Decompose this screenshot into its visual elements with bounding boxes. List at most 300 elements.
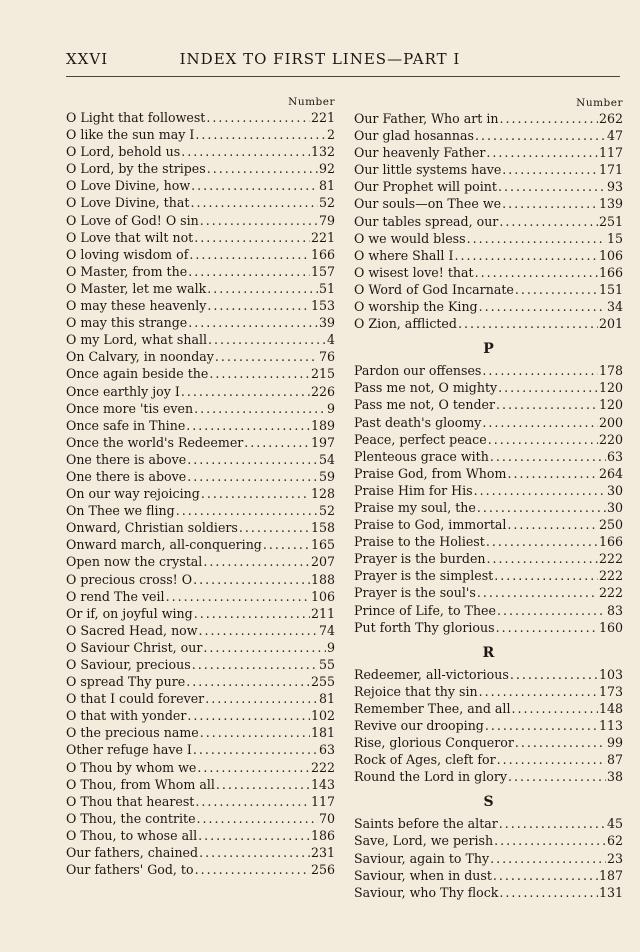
first-line-text: Open now the crystal (66, 554, 203, 570)
index-entry (354, 550, 623, 567)
first-line-text: Revive our drooping (354, 718, 484, 733)
index-entry (66, 622, 335, 639)
hymn-number: 139 (598, 196, 623, 212)
dot-leader (482, 362, 598, 379)
hymn-number: 171 (598, 162, 623, 178)
first-line-text: O rend The veil (66, 588, 165, 604)
hymn-number: 166 (598, 534, 623, 550)
index-entry (66, 280, 335, 297)
index-entry (354, 850, 623, 867)
hymn-number: 117 (598, 145, 623, 161)
hymn-number: 222 (598, 551, 623, 567)
hymn-number: 23 (606, 850, 623, 866)
dot-leader (209, 365, 310, 382)
hymn-number: 39 (318, 315, 335, 331)
first-line-text: O Master, let me walk (66, 280, 207, 296)
dot-leader (194, 229, 310, 246)
dot-leader (515, 734, 606, 751)
hymn-number: 120 (598, 380, 623, 396)
first-line-text: Saviour, who Thy flock (354, 884, 499, 900)
first-line-text: Prayer is the simplest (354, 568, 494, 584)
first-line-text: O may these heavenly (66, 298, 207, 314)
dot-leader (191, 177, 318, 194)
dot-leader (499, 884, 598, 901)
index-entry (354, 499, 623, 516)
hymn-number: 255 (310, 674, 335, 690)
hymn-number: 63 (318, 742, 335, 758)
index-entry (66, 793, 335, 810)
dot-leader (493, 867, 598, 884)
hymn-number: 93 (606, 179, 623, 195)
index-entry (354, 516, 623, 533)
dot-leader (181, 383, 310, 400)
index-entry (354, 482, 623, 499)
index-entry (66, 553, 335, 570)
index-entry (354, 431, 623, 448)
page-title: INDEX TO FIRST LINES—PART I (179, 50, 461, 68)
hymn-number: 30 (606, 499, 623, 515)
index-entry (354, 666, 623, 683)
dot-leader (477, 499, 606, 516)
hymn-number: 63 (606, 448, 623, 464)
dot-leader (474, 482, 606, 499)
hymn-number: 2 (326, 127, 335, 143)
first-line-text: O Thou by whom we (66, 759, 197, 775)
index-entry (66, 639, 335, 656)
dot-leader (193, 741, 318, 758)
number-heading-right: Number (576, 97, 623, 109)
dot-leader (199, 622, 318, 639)
dot-leader (193, 571, 310, 588)
first-line-text: O Thou, the contrite (66, 810, 196, 826)
first-line-text: O that with yonder (66, 708, 187, 724)
first-line-text: Our fathers, chained (66, 845, 199, 861)
index-entry (354, 584, 623, 601)
index-entry (354, 195, 623, 212)
hymn-number: 55 (318, 657, 335, 672)
index-entry (354, 567, 623, 584)
index-entry (66, 724, 335, 741)
index-entry (66, 673, 335, 690)
section-heading-r: R (482, 644, 495, 661)
first-line-text: Pass me not, O mighty (354, 380, 498, 396)
hymn-number: 264 (598, 465, 623, 481)
dot-leader (207, 280, 318, 297)
hymn-number: 221 (310, 110, 335, 125)
hymn-number: 9 (326, 639, 335, 655)
index-entry (66, 434, 335, 451)
hymn-number: 173 (598, 683, 623, 699)
dot-leader (205, 690, 318, 707)
hymn-number: 231 (310, 845, 335, 861)
first-line-text: O my Lord, what shall (66, 332, 208, 348)
dot-leader (200, 724, 310, 741)
index-entry (354, 281, 623, 298)
left-column (66, 96, 335, 878)
dot-leader (187, 707, 310, 724)
dot-leader (203, 639, 326, 656)
dot-leader (458, 315, 598, 332)
first-line-text: Pardon our offenses (354, 363, 482, 379)
first-line-text: O Thou that hearest (66, 793, 195, 809)
first-line-text: Onward march, all-conquering (66, 537, 262, 553)
hymn-number: 79 (318, 212, 335, 228)
index-entry (354, 815, 623, 832)
index-entry (354, 127, 623, 144)
first-line-text: Our tables spread, our (354, 213, 499, 229)
index-entry (66, 741, 335, 758)
index-entry (66, 468, 335, 485)
first-line-text: Remember Thee, and all (354, 700, 511, 716)
first-line-text: O Love of God! O sin (66, 212, 199, 228)
index-entry (354, 884, 623, 901)
index-entry (66, 861, 335, 878)
hymn-number: 15 (606, 230, 623, 246)
first-line-text: O Word of God Incarnate (354, 281, 514, 297)
dot-leader (511, 700, 597, 717)
index-entry (66, 605, 335, 622)
dot-leader (207, 160, 318, 177)
index-entry (66, 827, 335, 844)
hymn-number: 250 (598, 517, 623, 533)
dot-leader (197, 810, 318, 827)
index-entry (66, 177, 335, 194)
p-entry-list (354, 362, 623, 636)
dot-leader (215, 348, 318, 365)
dot-leader (507, 516, 598, 533)
first-line-text: Our souls—on Thee we (354, 196, 502, 212)
first-line-text: Plenteous grace with (354, 448, 489, 464)
first-line-text: O may this strange (66, 315, 188, 331)
first-line-text: Our heavenly Father (354, 145, 486, 161)
index-entry (66, 348, 335, 365)
first-line-text: Our glad hosannas (354, 128, 474, 144)
dot-leader (244, 434, 310, 451)
first-line-text: Praise to the Holiest (354, 534, 485, 550)
hymn-number: 106 (598, 247, 623, 263)
dot-leader (198, 827, 310, 844)
right-column (354, 97, 623, 901)
first-line-text: Praise Him for His (354, 482, 473, 498)
hymn-number: 132 (310, 144, 335, 160)
header-rule (66, 76, 620, 77)
hymn-number: 81 (318, 178, 335, 194)
hymn-number: 160 (598, 619, 623, 635)
first-line-text: Peace, perfect peace (354, 431, 487, 447)
dot-leader (186, 673, 310, 690)
dot-leader (187, 468, 318, 485)
dot-leader (486, 533, 598, 550)
index-entry (66, 844, 335, 861)
hymn-number: 51 (318, 280, 335, 296)
hymn-number: 226 (310, 383, 335, 399)
dot-leader (208, 331, 326, 348)
dot-leader (200, 212, 318, 229)
hymn-number: 221 (310, 229, 335, 245)
dot-leader (206, 109, 310, 126)
index-entry (66, 229, 335, 246)
number-heading-left: Number (288, 96, 335, 108)
dot-leader (186, 417, 310, 434)
dot-leader (189, 246, 310, 263)
hymn-number: 187 (598, 867, 623, 883)
first-line-text: Or if, on joyful wing (66, 605, 193, 621)
dot-leader (515, 281, 598, 298)
first-line-text: Rejoice that thy sin (354, 683, 478, 699)
first-line-text: O Zion, afflicted (354, 316, 457, 332)
dot-leader (187, 451, 318, 468)
index-entry (66, 331, 335, 348)
index-entry (354, 315, 623, 332)
dot-leader (494, 832, 606, 849)
dot-leader (195, 861, 310, 878)
dot-leader (485, 717, 598, 734)
first-line-text: Our fathers' God, to (66, 862, 194, 878)
index-entry (354, 213, 623, 230)
dot-leader (487, 550, 598, 567)
first-line-text: O where Shall I (354, 247, 454, 263)
hymn-number: 62 (606, 833, 623, 849)
hymn-number: 131 (598, 884, 623, 900)
index-entry (66, 263, 335, 280)
first-line-text: Our Father, Who art in (354, 111, 499, 126)
first-line-text: Our little systems have (354, 162, 502, 178)
index-entry (66, 588, 335, 605)
first-line-text: O the precious name (66, 725, 199, 741)
dot-leader (500, 110, 598, 127)
dot-leader (479, 298, 606, 315)
dot-leader (496, 396, 598, 413)
first-line-text: Put forth Thy glorious (354, 619, 495, 635)
dot-leader (497, 751, 606, 768)
hymn-number: 157 (310, 263, 335, 279)
index-entry (66, 759, 335, 776)
dot-leader (498, 379, 598, 396)
index-entry (66, 656, 335, 673)
hymn-number: 148 (598, 700, 623, 716)
hymn-number: 262 (598, 111, 623, 126)
first-line-text: Praise God, from Whom (354, 465, 507, 481)
first-line-text: O spread Thy pure (66, 674, 186, 690)
index-entry (354, 298, 623, 315)
first-line-text: O Love Divine, that (66, 195, 190, 211)
hymn-number: 200 (598, 414, 623, 430)
left-entry-list (66, 109, 335, 878)
hymn-number: 186 (310, 827, 335, 843)
hymn-number: 128 (310, 486, 335, 502)
index-entry (354, 717, 623, 734)
dot-leader (510, 666, 598, 683)
index-entry (66, 246, 335, 263)
r-entry-list (354, 666, 623, 786)
hymn-number: 76 (318, 349, 335, 365)
index-entry (354, 414, 623, 431)
first-line-text: O Lord, by the stripes (66, 161, 206, 177)
first-line-text: O Love Divine, how (66, 178, 191, 194)
index-entry (354, 683, 623, 700)
dot-leader (508, 768, 606, 785)
dot-leader (482, 414, 598, 431)
hymn-number: 181 (310, 725, 335, 741)
dot-leader (507, 465, 598, 482)
index-entry (66, 417, 335, 434)
dot-leader (502, 161, 598, 178)
first-line-text: Rise, glorious Conqueror (354, 735, 514, 751)
hymn-number: 4 (326, 332, 335, 348)
dot-leader (496, 619, 598, 636)
dot-leader (194, 605, 310, 622)
dot-leader (479, 683, 598, 700)
index-entry (66, 314, 335, 331)
hymn-number: 120 (598, 397, 623, 413)
index-entry (66, 160, 335, 177)
index-entry (354, 619, 623, 636)
first-line-text: Other refuge have I (66, 742, 192, 758)
first-line-text: Saints before the altar (354, 816, 498, 832)
dot-leader (166, 588, 310, 605)
dot-leader (201, 485, 310, 502)
first-line-text: On Thee we fling (66, 503, 175, 519)
index-entry (354, 379, 623, 396)
first-line-text: Once the world's Redeemer (66, 434, 244, 450)
first-line-text: O Saviour, precious (66, 657, 191, 672)
index-entry (66, 451, 335, 468)
index-entry (66, 109, 335, 126)
first-line-text: Praise my soul, the (354, 499, 476, 515)
first-line-text: O wisest love! that (354, 264, 474, 280)
hymn-number: 166 (598, 264, 623, 280)
dot-leader (499, 213, 598, 230)
hymn-number: 52 (318, 503, 335, 519)
index-entry (354, 178, 623, 195)
dot-leader (190, 194, 318, 211)
first-line-text: Once more 'tis even (66, 400, 194, 416)
index-entry (66, 502, 335, 519)
dot-leader (192, 656, 318, 673)
first-line-text: O Thou, from Whom all (66, 776, 215, 792)
dot-leader (207, 297, 310, 314)
hymn-number: 103 (598, 666, 623, 682)
first-line-text: Saviour, again to Thy (354, 850, 490, 866)
dot-leader (475, 127, 606, 144)
dot-leader (454, 247, 598, 264)
hymn-number: 106 (310, 588, 335, 604)
first-line-text: O Lord, behold us (66, 144, 181, 160)
first-line-text: Round the Lord in glory (354, 769, 507, 785)
index-entry (354, 734, 623, 751)
hymn-number: 99 (606, 735, 623, 751)
first-line-text: On our way rejoicing (66, 486, 200, 502)
page-number: XXVI (66, 50, 109, 68)
first-line-text: O Light that followest (66, 110, 206, 125)
index-entry (66, 690, 335, 707)
hymn-number: 207 (310, 554, 335, 570)
first-line-text: Prayer is the soul's (354, 585, 476, 601)
hymn-number: 81 (318, 691, 335, 707)
hymn-number: 74 (318, 622, 335, 638)
hymn-number: 87 (606, 752, 623, 768)
first-line-text: Our Prophet will point (354, 179, 497, 195)
first-line-text: O worship the King (354, 299, 478, 315)
hymn-number: 45 (606, 816, 623, 832)
first-line-text: Rock of Ages, cleft for (354, 752, 496, 768)
dot-leader (498, 178, 606, 195)
hymn-number: 165 (310, 537, 335, 553)
index-entry (354, 832, 623, 849)
first-line-text: One there is above (66, 451, 187, 467)
section-heading-s: S (483, 794, 494, 811)
index-entry (354, 264, 623, 281)
index-entry (66, 297, 335, 314)
first-line-text: O we would bless (354, 230, 466, 246)
first-line-text: Onward, Christian soldiers (66, 520, 238, 536)
hymn-number: 47 (606, 128, 623, 144)
o-entry-list (354, 110, 623, 332)
index-entry (66, 126, 335, 143)
dot-leader (188, 263, 310, 280)
first-line-text: O Master, from the (66, 263, 188, 279)
first-line-text: Save, Lord, we perish (354, 833, 494, 849)
index-entry (354, 751, 623, 768)
index-entry (354, 533, 623, 550)
first-line-text: Once safe in Thine (66, 417, 186, 433)
dot-leader (490, 448, 606, 465)
dot-leader (197, 759, 310, 776)
dot-leader (199, 844, 310, 861)
first-line-text: Once earthly joy I (66, 383, 180, 399)
index-entry (354, 396, 623, 413)
first-line-text: O Love that wilt not (66, 229, 194, 245)
index-entry (66, 485, 335, 502)
hymn-number: 59 (318, 468, 335, 484)
index-entry (66, 194, 335, 211)
dot-leader (488, 431, 598, 448)
dot-leader (188, 314, 318, 331)
hymn-number: 38 (606, 769, 623, 785)
hymn-number: 201 (598, 316, 623, 332)
first-line-text: O Sacred Head, now (66, 622, 198, 638)
hymn-number: 188 (310, 571, 335, 587)
page-header (66, 50, 574, 68)
hymn-number: 34 (606, 299, 623, 315)
index-entry (354, 230, 623, 247)
hymn-number: 153 (310, 298, 335, 314)
dot-leader (475, 264, 598, 281)
hymn-number: 9 (326, 400, 335, 416)
dot-leader (499, 815, 606, 832)
index-entry (354, 144, 623, 161)
dot-leader (477, 584, 598, 601)
index-entry (66, 383, 335, 400)
first-line-text: One there is above (66, 468, 187, 484)
first-line-text: O that I could forever (66, 691, 205, 707)
dot-leader (195, 126, 326, 143)
dot-leader (486, 144, 598, 161)
hymn-number: 54 (318, 451, 335, 467)
dot-leader (467, 230, 606, 247)
hymn-number: 143 (310, 776, 335, 792)
dot-leader (263, 536, 310, 553)
first-line-text: On Calvary, in noonday (66, 349, 214, 365)
first-line-text: O Saviour Christ, our (66, 639, 203, 655)
dot-leader (216, 776, 310, 793)
hymn-number: 189 (310, 417, 335, 433)
s-entry-list (354, 815, 623, 900)
index-entry (66, 143, 335, 160)
first-line-text: Once again beside the (66, 366, 209, 382)
index-entry (66, 810, 335, 827)
hymn-number: 251 (598, 213, 623, 229)
